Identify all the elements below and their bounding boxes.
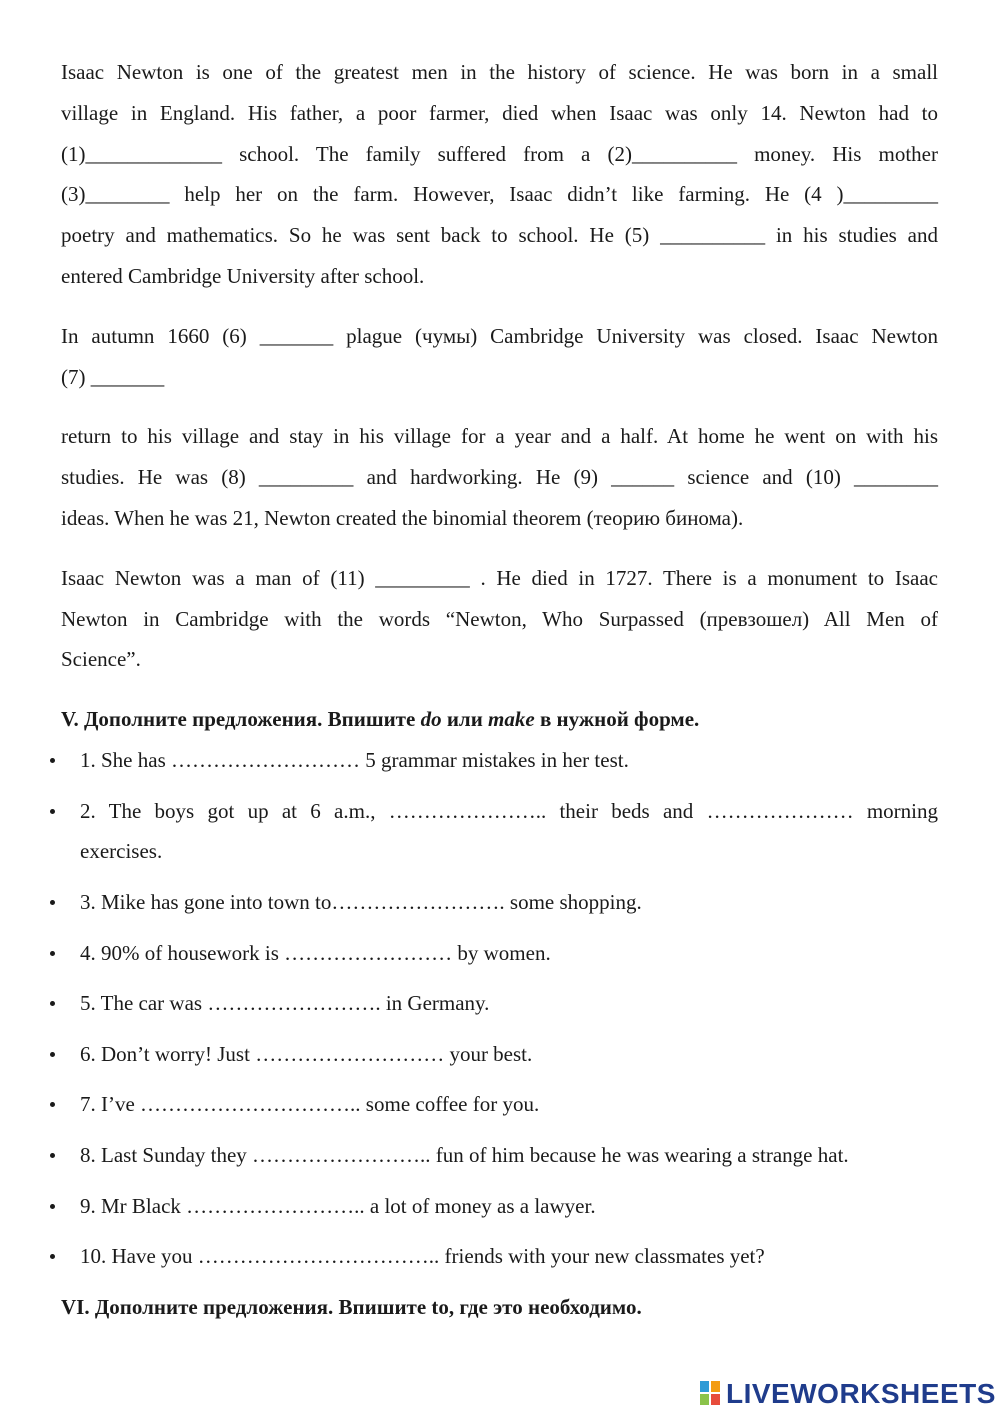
heading-text: V. Дополните предложения. Впишите (61, 707, 421, 732)
exercise-item-9: 9. Mr Black …………………….. a lot of money as a lawyer. (61, 1186, 938, 1227)
exercise-list (61, 740, 938, 1277)
passage-line: Isaac Newton is one of the greatest men in the history of science. He was born in a small (61, 60, 938, 84)
exercise-line: exercises. (80, 839, 163, 864)
logo-mark-icon (700, 1381, 722, 1407)
exercise-item-8: 8. Last Sunday they …………………….. fun of him because he was wearing a strange hat. (61, 1135, 938, 1176)
passage-line: (3)________ help her on the farm. However, Isaac didn’t like farming. He (4 )_________ (61, 182, 938, 207)
passage-line: village in England. His father, a poor farmer, died when Isaac was only 14. Newton had to (61, 100, 938, 125)
exercise-item-3: 3. Mike has gone into town to……………………. some shopping. (61, 882, 938, 923)
heading-make-word: make (488, 707, 535, 732)
exercise-item-1: 1. She has ……………………… 5 grammar mistakes in her test. (61, 740, 938, 781)
passage-paragraph-4 (61, 558, 938, 680)
passage-line: In autumn 1660 (6) _______ plague (чумы) Cambridge University was closed. Isaac Newton (61, 323, 938, 348)
passage-line: return to his village and stay in his village for a year and a half. At home he went on with his (61, 424, 938, 449)
passage-line: Science”. (61, 647, 141, 672)
exercise-item-5: 5. The car was ……………………. in Germany. (61, 983, 938, 1024)
exercise-item-7: 7. I’ve ………………………….. some coffee for you. (61, 1084, 938, 1125)
exercise-item-4: 4. 90% of housework is …………………… by women. (61, 933, 938, 974)
exercise-item-6: 6. Don’t worry! Just ……………………… your best. (61, 1034, 938, 1075)
heading-text: в нужной форме. (534, 707, 700, 732)
section-6-heading: VI. Дополните предложения. Впишите to, где это необходимо. (61, 1294, 642, 1319)
passage-line: ideas. When he was 21, Newton created the binomial theorem (теорию бинома). (61, 505, 744, 530)
passage-line: Isaac Newton was a man of (11) _________ . He died in 1727. There is a monument to Isaac (61, 565, 938, 590)
section-5-heading (61, 699, 938, 740)
exercise-item-2 (61, 791, 938, 873)
passage-paragraph-3 (61, 416, 938, 538)
worksheet-page (61, 52, 938, 1327)
passage-line: entered Cambridge University after school. (61, 263, 425, 288)
logo-text: LIVEWORKSHEETS (726, 1378, 996, 1409)
passage-line: Newton in Cambridge with the words “Newton, Who Surpassed (превзошел) All Men of (61, 606, 938, 631)
passage-paragraph-2 (61, 316, 938, 398)
heading-do-word: do (420, 707, 442, 732)
passage-paragraph-1 (61, 52, 938, 297)
exercise-item-10: 10. Have you …………………………….. friends with your new classmates yet? (61, 1236, 938, 1277)
liveworksheets-logo[interactable] (700, 1376, 996, 1412)
passage-line: (7) _______ (61, 364, 165, 389)
exercise-line: 2. The boys got up at 6 a.m., ………………….. their beds and ………………… morning (80, 798, 938, 823)
passage-line: (1)_____________ school. The family suffered from a (2)__________ money. His mother (61, 141, 938, 166)
heading-text: или (441, 707, 489, 732)
passage-line: poetry and mathematics. So he was sent back to school. He (5) __________ in his studies and (61, 223, 938, 248)
passage-line: studies. He was (8) _________ and hardworking. He (9) ______ science and (10) ________ (61, 465, 938, 490)
